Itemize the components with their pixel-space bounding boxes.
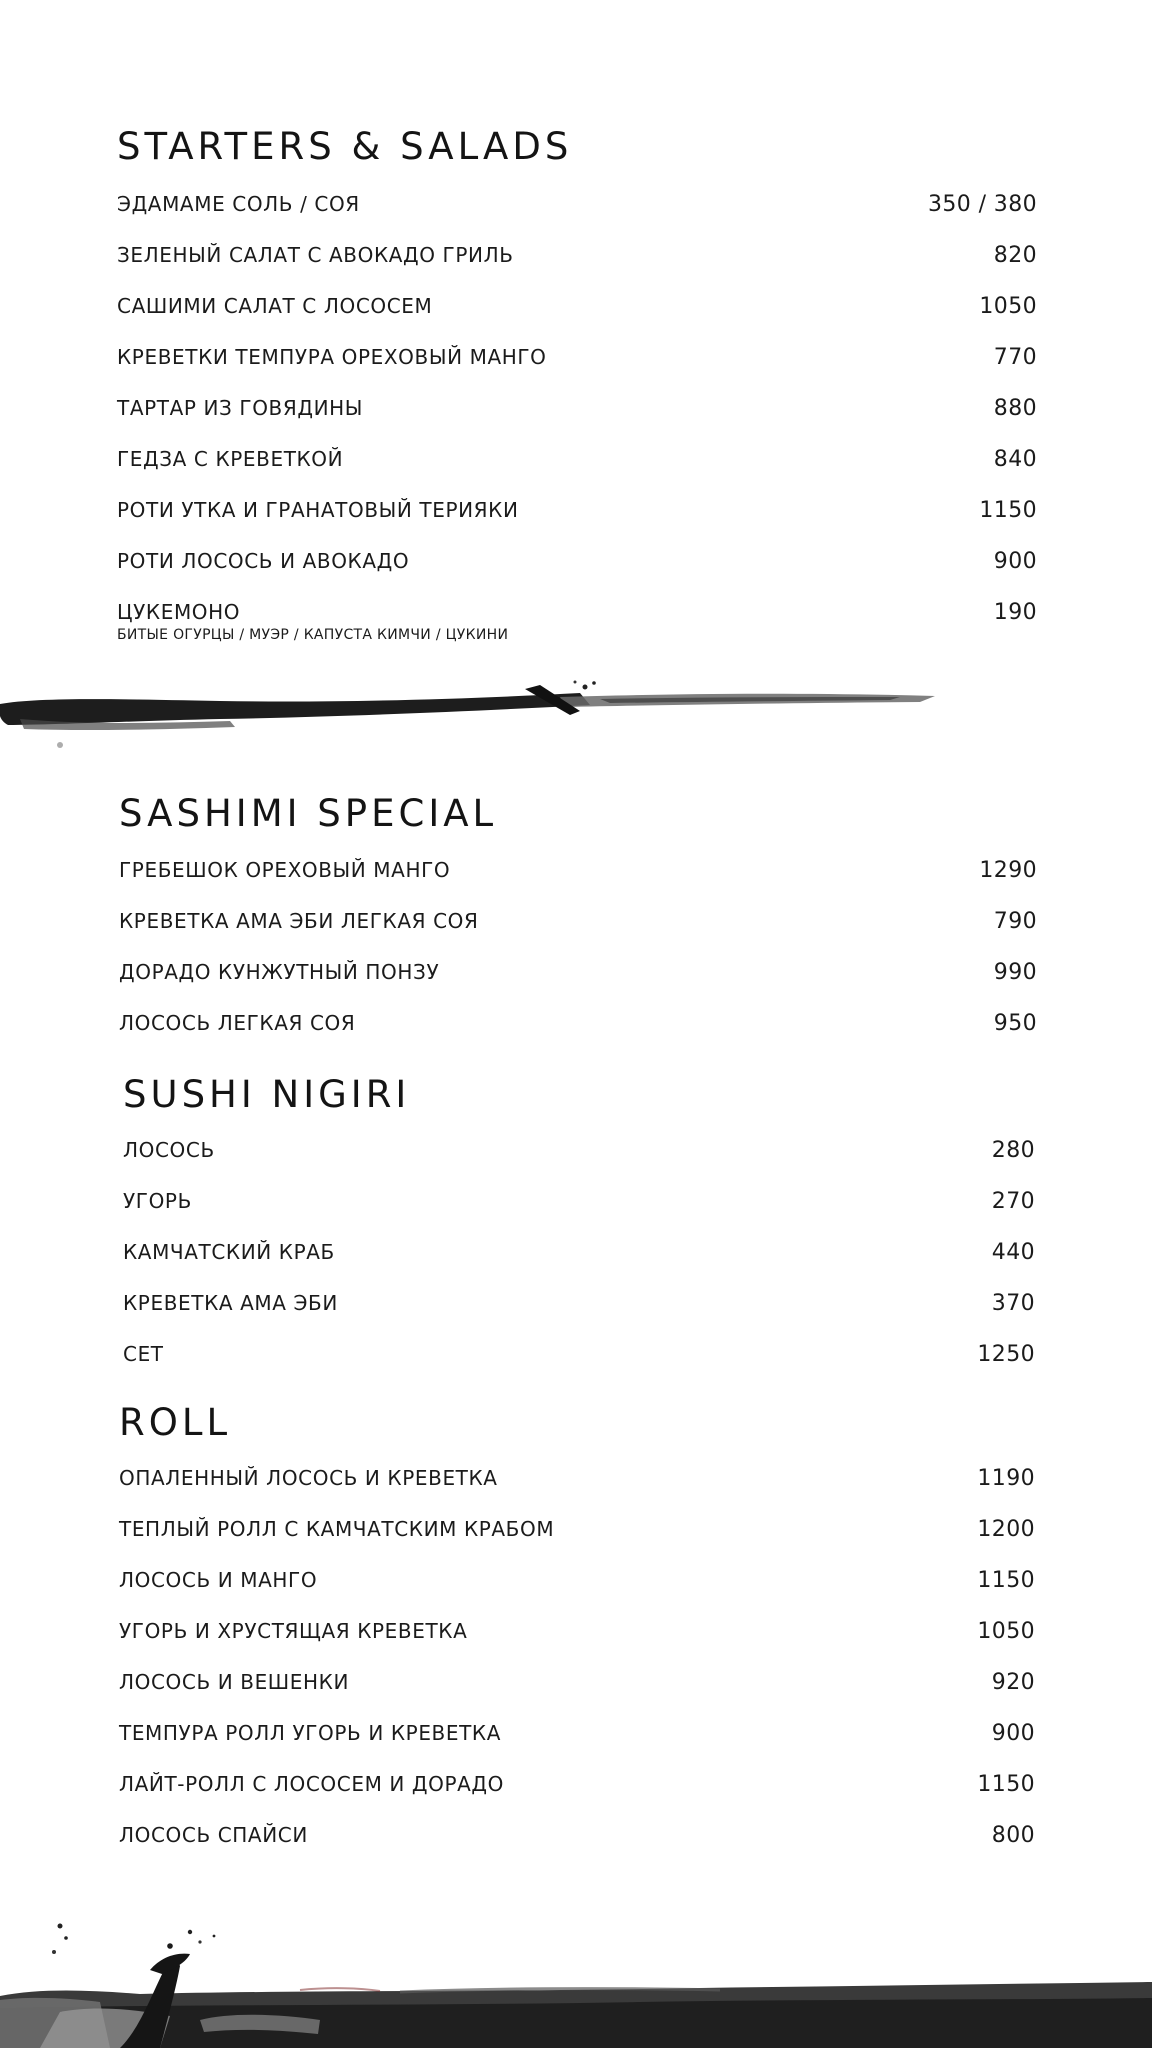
item-name: КРЕВЕТКА АМА ЭБИ	[123, 1291, 338, 1315]
menu-item	[119, 1723, 1035, 1763]
item-price: 1190	[977, 1466, 1035, 1491]
item-price: 1050	[979, 294, 1037, 319]
item-price: 1150	[979, 498, 1037, 523]
item-price: 270	[991, 1189, 1035, 1214]
menu-item	[119, 1519, 1035, 1559]
item-name: САШИМИ САЛАТ С ЛОСОСЕМ	[117, 294, 433, 318]
item-name: ГЕДЗА С КРЕВЕТКОЙ	[117, 447, 344, 471]
menu-item	[119, 1570, 1035, 1610]
menu-item	[117, 398, 1037, 438]
item-name: ЗЕЛЕНЫЙ САЛАТ С АВОКАДО ГРИЛЬ	[117, 243, 514, 267]
item-price: 1290	[979, 858, 1037, 883]
menu-item	[117, 449, 1037, 489]
menu-item	[117, 500, 1037, 540]
menu-item	[119, 1825, 1035, 1865]
item-price: 790	[993, 909, 1037, 934]
item-name: ТЕМПУРА РОЛЛ УГОРЬ И КРЕВЕТКА	[119, 1721, 502, 1745]
item-price: 350 / 380	[928, 192, 1037, 217]
section-title: ROLL	[119, 1401, 232, 1444]
item-name: ГРЕБЕШОК ОРЕХОВЫЙ МАНГО	[119, 858, 451, 882]
item-name: КАМЧАТСКИЙ КРАБ	[123, 1240, 335, 1264]
item-name: ЛОСОСЬ СПАЙСИ	[119, 1823, 308, 1847]
item-name: ЛОСОСЬ И ВЕШЕНКИ	[119, 1670, 350, 1694]
item-price: 920	[991, 1670, 1035, 1695]
menu-item	[119, 962, 1037, 1002]
item-name: ОПАЛЕННЫЙ ЛОСОСЬ И КРЕВЕТКА	[119, 1466, 498, 1490]
item-description: БИТЫЕ ОГУРЦЫ / МУЭР / КАПУСТА КИМЧИ / ЦУКИНИ	[117, 627, 509, 643]
item-price: 820	[993, 243, 1037, 268]
menu-item	[119, 1468, 1035, 1508]
item-name: ЛОСОСЬ	[123, 1138, 215, 1162]
menu-item	[117, 602, 1037, 650]
item-name: ЛАЙТ-РОЛЛ С ЛОСОСЕМ И ДОРАДО	[119, 1772, 504, 1796]
item-price: 840	[993, 447, 1037, 472]
item-name: ТАРТАР ИЗ ГОВЯДИНЫ	[117, 396, 364, 420]
ink-wash-footer	[0, 1908, 1152, 2048]
item-price: 950	[993, 1011, 1037, 1036]
menu-item	[123, 1242, 1035, 1282]
item-price: 900	[993, 549, 1037, 574]
item-name: РОТИ ЛОСОСЬ И АВОКАДО	[117, 549, 410, 573]
section-title: SASHIMI SPECIAL	[119, 792, 498, 835]
menu-item	[117, 245, 1037, 285]
menu-item	[117, 194, 1037, 234]
item-price: 1250	[977, 1342, 1035, 1367]
item-name: ЦУКЕМОНО	[117, 600, 241, 624]
item-name: ЛОСОСЬ И МАНГО	[119, 1568, 318, 1592]
item-price: 800	[991, 1823, 1035, 1848]
item-price: 190	[993, 600, 1037, 625]
menu-item	[123, 1191, 1035, 1231]
item-price: 990	[993, 960, 1037, 985]
item-price: 1150	[977, 1568, 1035, 1593]
item-price: 1050	[977, 1619, 1035, 1644]
menu-item	[117, 347, 1037, 387]
menu-item	[119, 1013, 1037, 1053]
brush-stroke-divider	[0, 675, 960, 755]
menu-item	[117, 551, 1037, 591]
item-name: СЕТ	[123, 1342, 164, 1366]
menu-item	[119, 860, 1037, 900]
item-name: ТЕПЛЫЙ РОЛЛ С КАМЧАТСКИМ КРАБОМ	[119, 1517, 555, 1541]
item-price: 1150	[977, 1772, 1035, 1797]
item-price: 900	[991, 1721, 1035, 1746]
item-name: КРЕВЕТКА АМА ЭБИ ЛЕГКАЯ СОЯ	[119, 909, 479, 933]
item-name: ЛОСОСЬ ЛЕГКАЯ СОЯ	[119, 1011, 356, 1035]
item-price: 280	[991, 1138, 1035, 1163]
item-price: 370	[991, 1291, 1035, 1316]
item-name: РОТИ УТКА И ГРАНАТОВЫЙ ТЕРИЯКИ	[117, 498, 519, 522]
item-name: УГОРЬ И ХРУСТЯЩАЯ КРЕВЕТКА	[119, 1619, 468, 1643]
item-price: 440	[991, 1240, 1035, 1265]
menu-item	[123, 1293, 1035, 1333]
item-name: ЭДАМАМЕ СОЛЬ / СОЯ	[117, 192, 360, 216]
section-title: SUSHI NIGIRI	[123, 1073, 411, 1116]
item-name: КРЕВЕТКИ ТЕМПУРА ОРЕХОВЫЙ МАНГО	[117, 345, 547, 369]
menu-item	[119, 911, 1037, 951]
item-price: 880	[993, 396, 1037, 421]
menu-item	[117, 296, 1037, 336]
menu-item	[119, 1774, 1035, 1814]
item-name: УГОРЬ	[123, 1189, 192, 1213]
menu-item	[123, 1140, 1035, 1180]
section-title: STARTERS & SALADS	[117, 125, 573, 168]
menu-item	[119, 1672, 1035, 1712]
menu-item	[123, 1344, 1035, 1384]
item-price: 770	[993, 345, 1037, 370]
item-name: ДОРАДО КУНЖУТНЫЙ ПОНЗУ	[119, 960, 440, 984]
item-price: 1200	[977, 1517, 1035, 1542]
menu-item	[119, 1621, 1035, 1661]
